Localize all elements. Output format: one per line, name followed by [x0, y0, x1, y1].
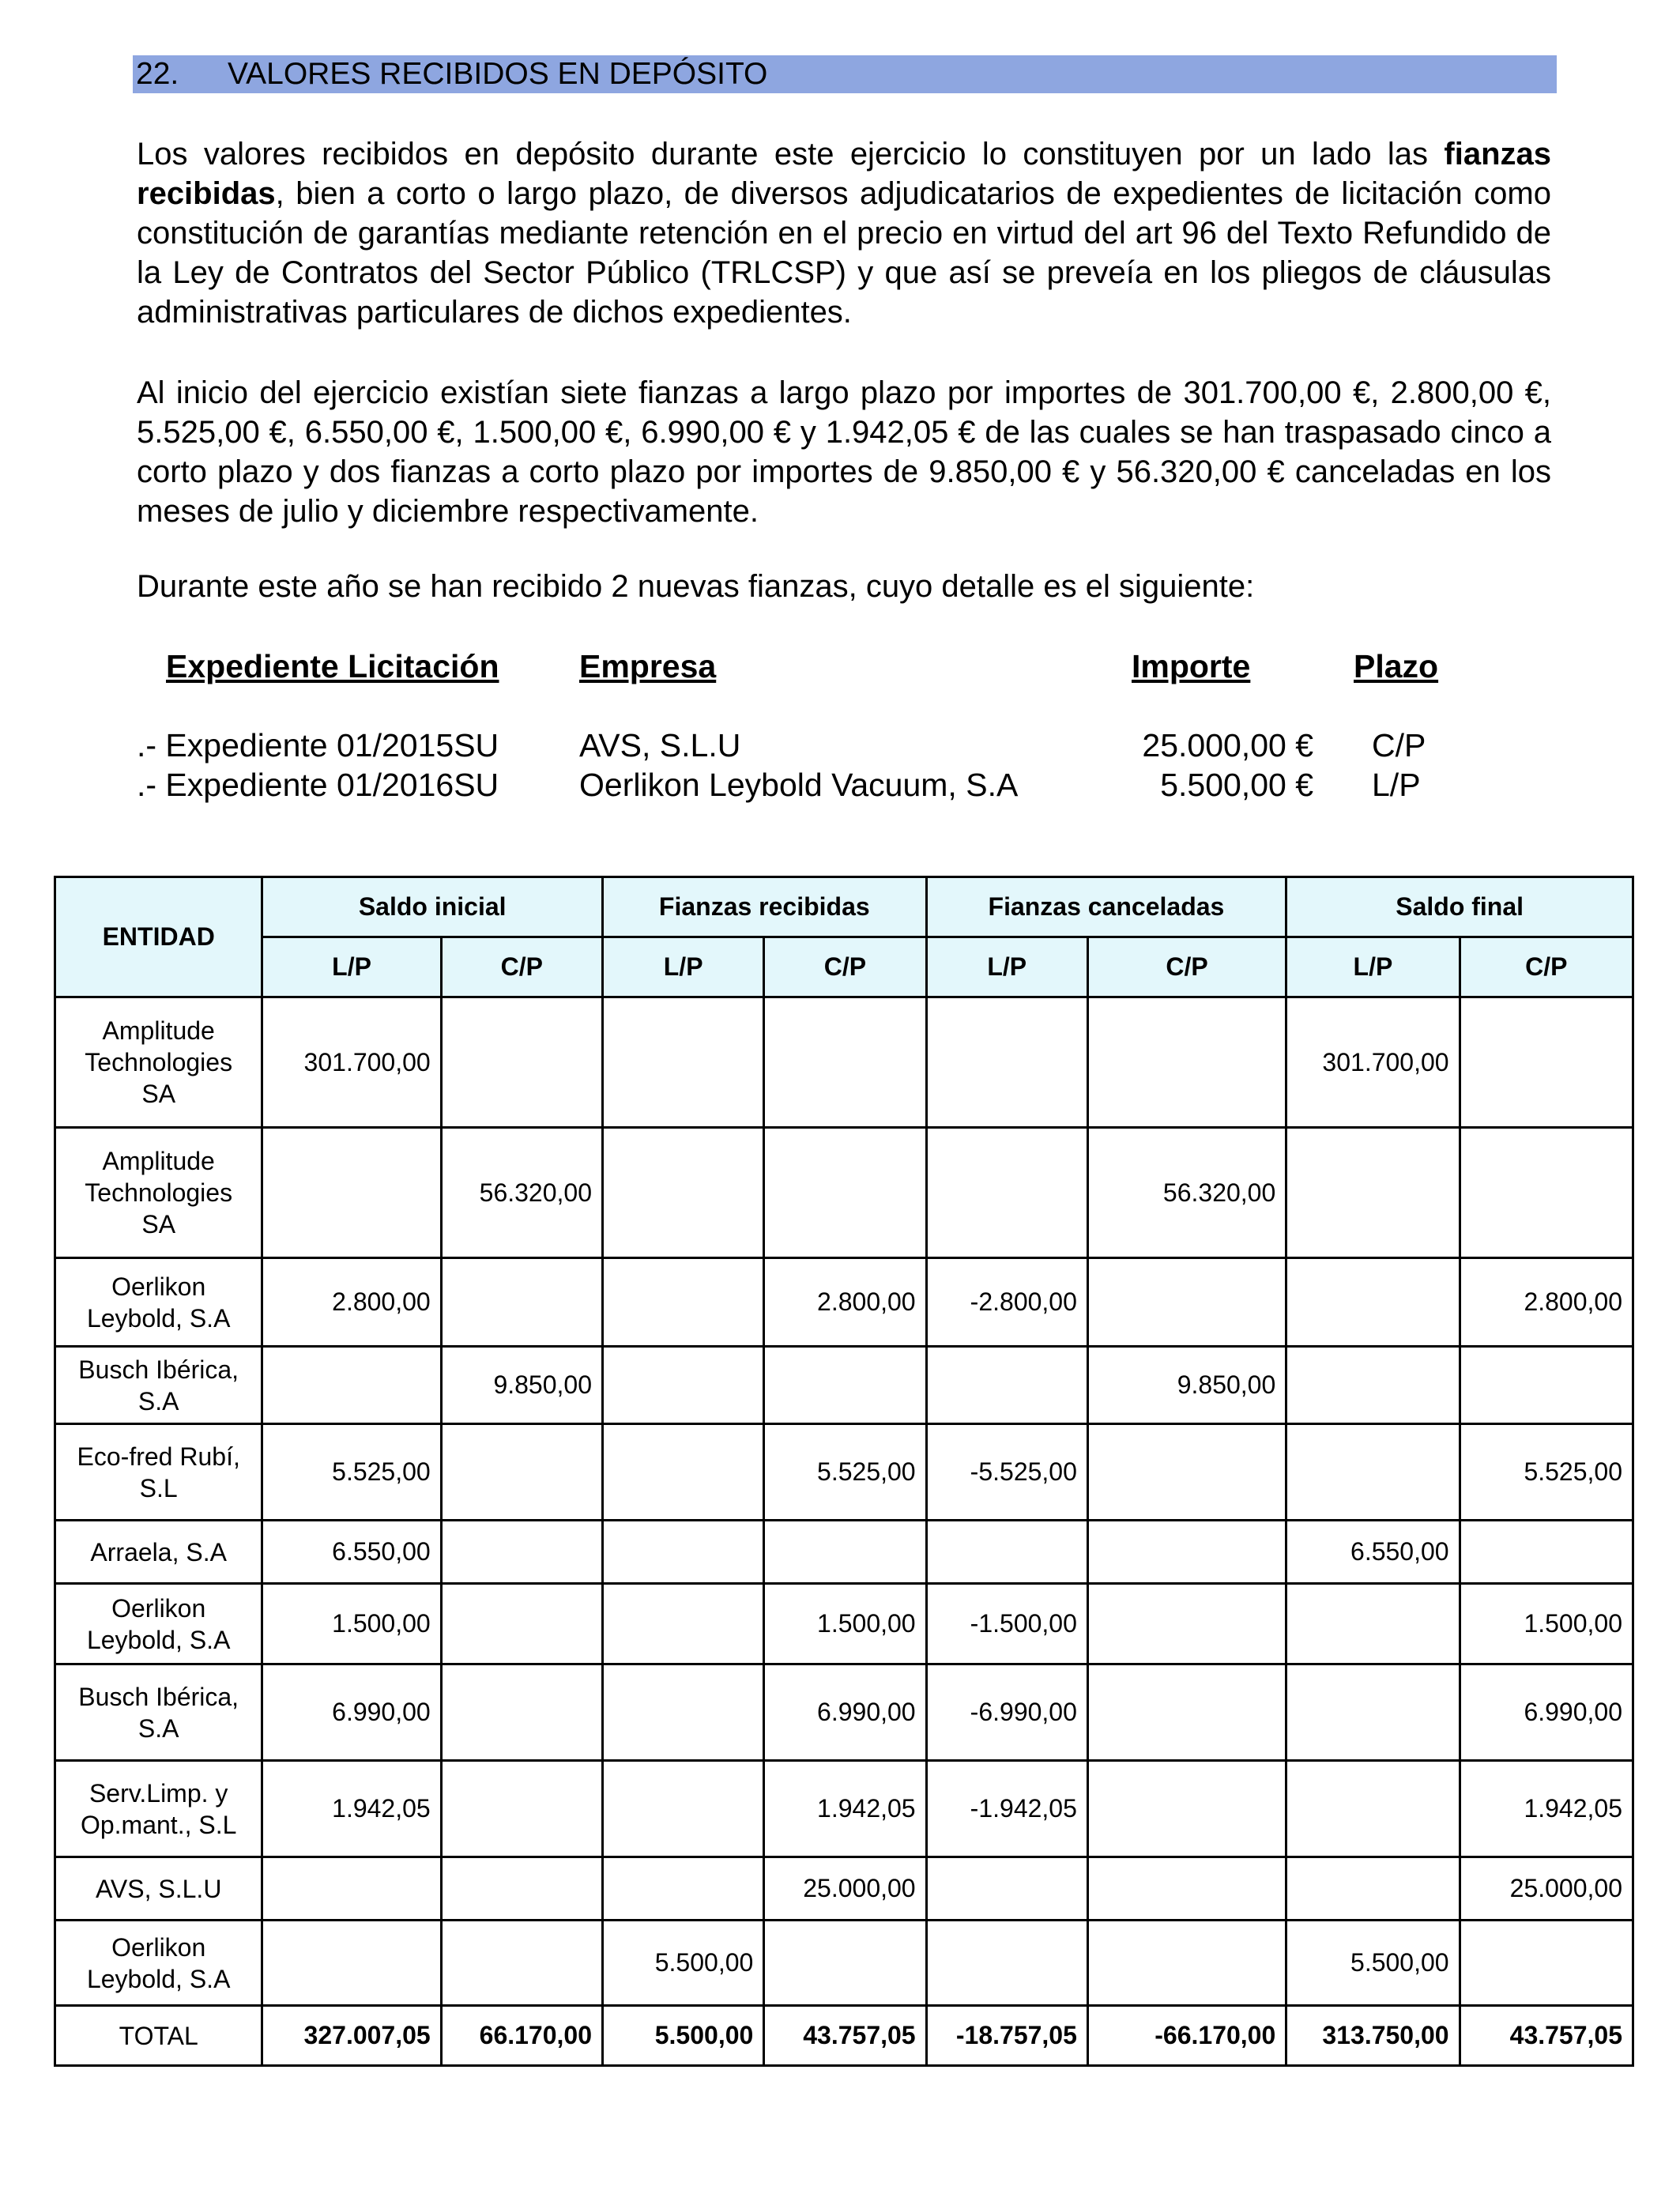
cell-canceladas-lp: -1.500,00 — [926, 1584, 1087, 1664]
cell-saldo-final-cp: 43.757,05 — [1460, 2006, 1633, 2066]
cell-saldo-inicial-lp — [262, 1921, 441, 2006]
header-empresa: Empresa — [579, 648, 717, 684]
entity-name: Amplitude Technologies SA — [55, 997, 262, 1128]
cell-saldo-inicial-cp — [441, 1258, 602, 1347]
table-row — [55, 1424, 1633, 1521]
bold-term: fianzas recibidas — [137, 137, 1551, 211]
header-saldo-inicial: Saldo inicial — [262, 877, 603, 937]
table-row — [55, 1584, 1633, 1664]
cell-recibidas-lp — [603, 1521, 764, 1584]
cell-canceladas-lp: -18.757,05 — [926, 2006, 1087, 2066]
cell-saldo-inicial-lp — [262, 1347, 441, 1424]
cell-saldo-final-cp — [1460, 997, 1633, 1128]
entity-name: Oerlikon Leybold, S.A — [55, 1584, 262, 1664]
header-saldo-final: Saldo final — [1286, 877, 1633, 937]
cell-canceladas-cp — [1087, 1521, 1286, 1584]
cell-saldo-final-cp: 1.942,05 — [1460, 1761, 1633, 1857]
table-row — [55, 997, 1633, 1128]
cell-canceladas-lp: -2.800,00 — [926, 1258, 1087, 1347]
entity-name: Oerlikon Leybold, S.A — [55, 1258, 262, 1347]
cell-canceladas-lp: -1.942,05 — [926, 1761, 1087, 1857]
entity-name: Busch Ibérica, S.A — [55, 1347, 262, 1424]
header-importe: Importe — [1132, 648, 1251, 684]
cell-saldo-inicial-cp — [441, 1584, 602, 1664]
cell-recibidas-cp: 43.757,05 — [764, 2006, 926, 2066]
cell-saldo-inicial-cp — [441, 997, 602, 1128]
cell-saldo-final-lp: 6.550,00 — [1286, 1521, 1460, 1584]
list-item-empresa: AVS, S.L.U — [579, 727, 741, 763]
header-plazo: Plazo — [1354, 648, 1439, 684]
cell-canceladas-lp — [926, 1921, 1087, 2006]
cell-recibidas-lp — [603, 1128, 764, 1258]
entity-name: Serv.Limp. y Op.mant., S.L — [55, 1761, 262, 1857]
cell-recibidas-cp: 6.990,00 — [764, 1664, 926, 1761]
table-row — [55, 1664, 1633, 1761]
table-row — [55, 1128, 1633, 1258]
cell-recibidas-cp — [764, 1521, 926, 1584]
cell-recibidas-lp — [603, 997, 764, 1128]
cell-saldo-final-lp: 313.750,00 — [1286, 2006, 1460, 2066]
header-fianzas-recibidas: Fianzas recibidas — [603, 877, 927, 937]
entity-name: Amplitude Technologies SA — [55, 1128, 262, 1258]
cell-saldo-inicial-cp: 66.170,00 — [441, 2006, 602, 2066]
cell-saldo-final-cp — [1460, 1128, 1633, 1258]
table-row — [55, 1857, 1633, 1921]
cell-recibidas-lp: 5.500,00 — [603, 1921, 764, 2006]
cell-canceladas-cp — [1087, 1921, 1286, 2006]
cell-saldo-inicial-lp: 5.525,00 — [262, 1424, 441, 1521]
subheader-lp: L/P — [1286, 937, 1460, 997]
paragraph-intro: Los valores recibidos en depósito durante este ejercicio lo constituyen por un lado las fianzas recibidas, bien a corto o largo plazo, de diversos adjudicatarios de expedientes de licitación como constitución de garantías mediante retención en el precio en virtud del art 96 del Texto Refundido de la Ley de Contratos del Sector Público (TRLCSP) y que así se preveía en los pliegos de cláusulas administrativas particulares de dichos expedientes. — [137, 137, 1551, 330]
cell-saldo-final-cp: 1.500,00 — [1460, 1584, 1633, 1664]
table-row — [55, 1761, 1633, 1857]
cell-saldo-final-lp: 5.500,00 — [1286, 1921, 1460, 2006]
cell-recibidas-cp: 25.000,00 — [764, 1857, 926, 1921]
cell-recibidas-cp: 5.525,00 — [764, 1424, 926, 1521]
cell-canceladas-lp — [926, 1521, 1087, 1584]
table-row — [55, 1921, 1633, 2006]
cell-saldo-final-cp: 25.000,00 — [1460, 1857, 1633, 1921]
cell-saldo-final-cp: 2.800,00 — [1460, 1258, 1633, 1347]
cell-canceladas-lp: -5.525,00 — [926, 1424, 1087, 1521]
entity-name: Oerlikon Leybold, S.A — [55, 1921, 262, 2006]
paragraph-initial-fianzas: Al inicio del ejercicio existían siete fianzas a largo plazo por importes de 301.700,00 €, 2.800,00 €, 5.525,00 €, 6.550,00 €, 1.500,00 €, 6.990,00 € y 1.942,05 € de las cuales se han traspasado cinco a corto plazo y dos fianzas a corto plazo por importes de 9.850,00 € y 56.320,00 € canceladas en los meses de julio y diciembre respectivamente. — [137, 375, 1551, 529]
cell-saldo-final-lp — [1286, 1584, 1460, 1664]
cell-canceladas-cp — [1087, 1424, 1286, 1521]
cell-saldo-inicial-lp — [262, 1128, 441, 1258]
total-row — [55, 2006, 1633, 2066]
entity-name: Eco-fred Rubí, S.L — [55, 1424, 262, 1521]
subheader-lp: L/P — [603, 937, 764, 997]
cell-saldo-inicial-lp: 1.942,05 — [262, 1761, 441, 1857]
cell-saldo-final-cp — [1460, 1347, 1633, 1424]
cell-recibidas-cp: 1.942,05 — [764, 1761, 926, 1857]
header-expediente: Expediente Licitación — [166, 648, 499, 684]
cell-saldo-inicial-cp — [441, 1521, 602, 1584]
cell-canceladas-lp: -6.990,00 — [926, 1664, 1087, 1761]
cell-recibidas-lp: 5.500,00 — [603, 2006, 764, 2066]
subheader-cp: C/P — [1460, 937, 1633, 997]
cell-saldo-final-lp — [1286, 1857, 1460, 1921]
cell-recibidas-lp — [603, 1258, 764, 1347]
cell-saldo-final-cp — [1460, 1921, 1633, 2006]
cell-recibidas-cp — [764, 1128, 926, 1258]
cell-canceladas-lp — [926, 1347, 1087, 1424]
cell-saldo-inicial-cp — [441, 1857, 602, 1921]
cell-saldo-final-lp — [1286, 1761, 1460, 1857]
table-row — [55, 1347, 1633, 1424]
cell-canceladas-cp — [1087, 1857, 1286, 1921]
cell-canceladas-cp — [1087, 997, 1286, 1128]
cell-saldo-final-lp: 301.700,00 — [1286, 997, 1460, 1128]
cell-saldo-final-lp — [1286, 1424, 1460, 1521]
cell-saldo-inicial-lp: 1.500,00 — [262, 1584, 441, 1664]
cell-saldo-inicial-cp: 9.850,00 — [441, 1347, 602, 1424]
subheader-cp: C/P — [441, 937, 602, 997]
cell-canceladas-cp — [1087, 1664, 1286, 1761]
entity-name: Arraela, S.A — [55, 1521, 262, 1584]
fianzas-table — [54, 876, 1634, 2067]
cell-saldo-inicial-lp: 6.990,00 — [262, 1664, 441, 1761]
table-row — [55, 1258, 1633, 1347]
list-item-importe: 5.500,00 € — [1160, 767, 1313, 803]
cell-saldo-inicial-cp — [441, 1664, 602, 1761]
cell-saldo-inicial-lp: 301.700,00 — [262, 997, 441, 1128]
total-label: TOTAL — [55, 2006, 262, 2066]
cell-canceladas-lp — [926, 997, 1087, 1128]
cell-saldo-final-lp — [1286, 1664, 1460, 1761]
cell-canceladas-lp — [926, 1128, 1087, 1258]
section-heading — [133, 55, 1557, 93]
subheader-cp: C/P — [1087, 937, 1286, 997]
list-item-plazo: C/P — [1372, 727, 1426, 763]
cell-canceladas-cp: 56.320,00 — [1087, 1128, 1286, 1258]
cell-saldo-inicial-cp: 56.320,00 — [441, 1128, 602, 1258]
list-item-expediente: .- Expediente 01/2016SU — [137, 767, 499, 803]
cell-saldo-final-cp — [1460, 1521, 1633, 1584]
cell-canceladas-cp: 9.850,00 — [1087, 1347, 1286, 1424]
header-entidad: ENTIDAD — [55, 877, 262, 997]
cell-canceladas-cp: -66.170,00 — [1087, 2006, 1286, 2066]
header-fianzas-canceladas: Fianzas canceladas — [926, 877, 1286, 937]
section-number: 22. — [136, 57, 179, 91]
cell-saldo-final-lp — [1286, 1347, 1460, 1424]
entity-name: AVS, S.L.U — [55, 1857, 262, 1921]
cell-recibidas-cp — [764, 1347, 926, 1424]
cell-recibidas-cp: 1.500,00 — [764, 1584, 926, 1664]
list-item-plazo: L/P — [1372, 767, 1421, 803]
cell-canceladas-cp — [1087, 1584, 1286, 1664]
cell-recibidas-lp — [603, 1347, 764, 1424]
cell-canceladas-cp — [1087, 1761, 1286, 1857]
cell-saldo-final-lp — [1286, 1258, 1460, 1347]
cell-recibidas-cp: 2.800,00 — [764, 1258, 926, 1347]
cell-canceladas-lp — [926, 1857, 1087, 1921]
cell-recibidas-lp — [603, 1857, 764, 1921]
cell-canceladas-cp — [1087, 1258, 1286, 1347]
cell-recibidas-lp — [603, 1584, 764, 1664]
cell-saldo-inicial-cp — [441, 1761, 602, 1857]
subheader-cp: C/P — [764, 937, 926, 997]
cell-saldo-inicial-lp: 2.800,00 — [262, 1258, 441, 1347]
cell-saldo-final-lp — [1286, 1128, 1460, 1258]
list-item-importe: 25.000,00 € — [1142, 727, 1313, 763]
cell-recibidas-lp — [603, 1761, 764, 1857]
table-row — [55, 1521, 1633, 1584]
cell-saldo-inicial-lp: 327.007,05 — [262, 2006, 441, 2066]
list-item-expediente: .- Expediente 01/2015SU — [137, 727, 499, 763]
cell-saldo-final-cp: 6.990,00 — [1460, 1664, 1633, 1761]
section-title: VALORES RECIBIDOS EN DEPÓSITO — [228, 57, 768, 91]
list-item-empresa: Oerlikon Leybold Vacuum, S.A — [579, 767, 1019, 803]
cell-saldo-inicial-lp — [262, 1857, 441, 1921]
entity-name: Busch Ibérica, S.A — [55, 1664, 262, 1761]
cell-recibidas-cp — [764, 1921, 926, 2006]
cell-saldo-inicial-cp — [441, 1424, 602, 1521]
subheader-lp: L/P — [926, 937, 1087, 997]
paragraph-new-fianzas: Durante este año se han recibido 2 nuevas fianzas, cuyo detalle es el siguiente: — [137, 569, 1255, 604]
cell-saldo-inicial-lp: 6.550,00 — [262, 1521, 441, 1584]
cell-recibidas-cp — [764, 997, 926, 1128]
cell-recibidas-lp — [603, 1424, 764, 1521]
cell-saldo-inicial-cp — [441, 1921, 602, 2006]
subheader-lp: L/P — [262, 937, 441, 997]
cell-saldo-final-cp: 5.525,00 — [1460, 1424, 1633, 1521]
cell-recibidas-lp — [603, 1664, 764, 1761]
